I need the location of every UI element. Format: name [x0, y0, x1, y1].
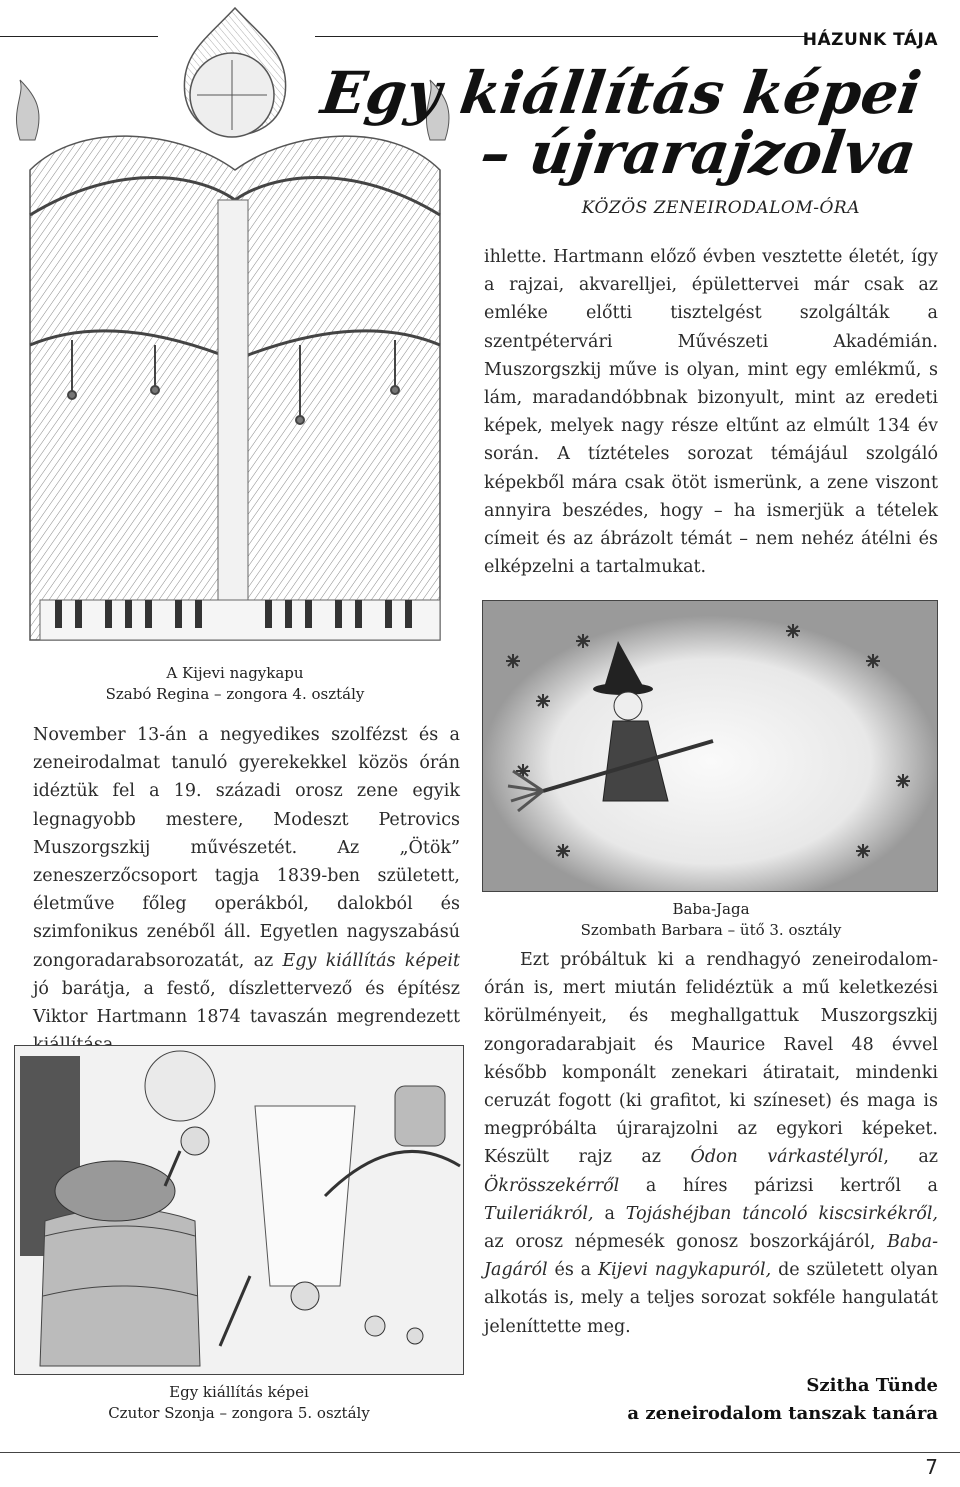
baba-jaga-drawing: [482, 600, 938, 892]
caption-babajaga-author: Szombath Barbara – ütő 3. osztály: [580, 921, 842, 939]
right-top-paragraph: [484, 243, 938, 581]
caption-kiallitas-author: Czutor Szonja – zongora 5. osztály: [108, 1404, 370, 1422]
caption-kiallitas: [14, 1382, 464, 1424]
left-text-italic-title: Egy kiállítás képeit: [282, 950, 460, 971]
caption-kijevi: [0, 663, 470, 705]
caption-kiallitas-title: Egy kiállítás képei: [169, 1383, 309, 1401]
rb-text-7: de született olyan alkotás is, mely a teljes sorozat sokféle hangulatát jeleníttette meg.: [484, 1260, 938, 1337]
rb-italic-4: Tojáshéjban táncoló kiscsirkékről,: [625, 1203, 938, 1224]
right-bottom-paragraph: [484, 946, 938, 1341]
caption-babajaga: [484, 899, 938, 941]
egy-kiallitas-kepei-drawing: [14, 1045, 464, 1375]
right-top-text: ihlette. Hartmann előző évben vesztette életét, így a rajzai, akvarelljei, épülettervei már csak az emléke előtti tisztelgést szolgálták a szentpétervári Művészeti Akadémián. Muszorgszkij műve is olyan, mint egy emlékmű, s lám, maradandóbbnak bizonyult, mint az eredeti képek, melyek nagy része eltűnt az elmúlt 134 év során. A tíztételes sorozat témájául szolgáló képekből mára csak ötöt ismerünk, a zene viszont annyira beszédes, hogy – ha ismerjük a tételek címeit és az ábrázolt témát – nem nehéz átélni és elképzelni a tartalmukat.: [484, 247, 938, 578]
rb-text-1: Ezt próbáltuk ki a rendhagyó zeneirodalom-órán is, mert miután felidéztük a mű keletkezési körülményeit, és meghallgattuk Muszorgszkij zongoradarabjait és Maurice Ravel 48 évvel később komponált zenekari átiratait, mindenki ceruzát fogott (ki grafitot, ki színeset) és maga is megpróbálta újrarajzolni az egykori képeket. Készült rajz az: [484, 950, 938, 1168]
rb-text-2: , az: [883, 1147, 938, 1168]
page-number: 7: [925, 1455, 938, 1479]
left-text-part1: November 13-án a negyedikes szolfézst és a zeneirodalmat tanuló gyerekekkel közös órán idéztük fel a 19. századi orosz zene egyik legnagyobb mestere, Modeszt Petrovics Muszorgszkij művészetét. Az „Ötök” zeneszerzőcsoport tagja 1839-ben született, életműve főleg operákból, dalokból és szimfonikus zenéből áll. Egyetlen nagyszabású zongoradarabsorozatát, az: [33, 725, 460, 971]
caption-kijevi-title: A Kijevi nagykapu: [166, 664, 304, 682]
rb-italic-2: Ökrösszekérről: [484, 1175, 620, 1196]
left-text-part2: jó barátja, a festő, díszlettervező és építész Viktor Hartmann 1874 tavaszán megrendezett: [33, 978, 460, 1028]
article-title-line2: – újrarajzolva: [476, 119, 921, 187]
rb-text-3: a híres párizsi kertről a: [619, 1175, 938, 1196]
article-kicker: KÖZÖS ZENEIRODALOM-ÓRA: [581, 198, 860, 218]
rb-italic-3: Tuileriákról,: [484, 1203, 594, 1224]
caption-babajaga-title: Baba-Jaga: [672, 900, 750, 918]
caption-kijevi-author: Szabó Regina – zongora 4. osztály: [105, 685, 365, 703]
rb-text-4: a: [593, 1203, 626, 1224]
author-role: a zeneirodalom tanszak tanára: [627, 1403, 938, 1424]
author-signature: [627, 1372, 938, 1428]
author-name: Szitha Tünde: [806, 1375, 938, 1396]
rb-text-6: és a: [547, 1260, 598, 1281]
section-label: HÁZUNK TÁJA: [802, 30, 938, 50]
left-paragraph: [33, 721, 460, 1059]
rb-italic-5: Baba-Jagáról: [484, 1232, 938, 1281]
rb-italic-6: Kijevi nagykapuról,: [598, 1260, 772, 1281]
article-title-line1: Egy kiállítás képei: [316, 59, 925, 127]
rb-italic-1: Ódon várkastélyról: [690, 1147, 884, 1168]
footer-rule: [0, 1452, 960, 1453]
rb-text-5: az orosz népmesék gonosz boszorkájáról,: [484, 1232, 888, 1253]
